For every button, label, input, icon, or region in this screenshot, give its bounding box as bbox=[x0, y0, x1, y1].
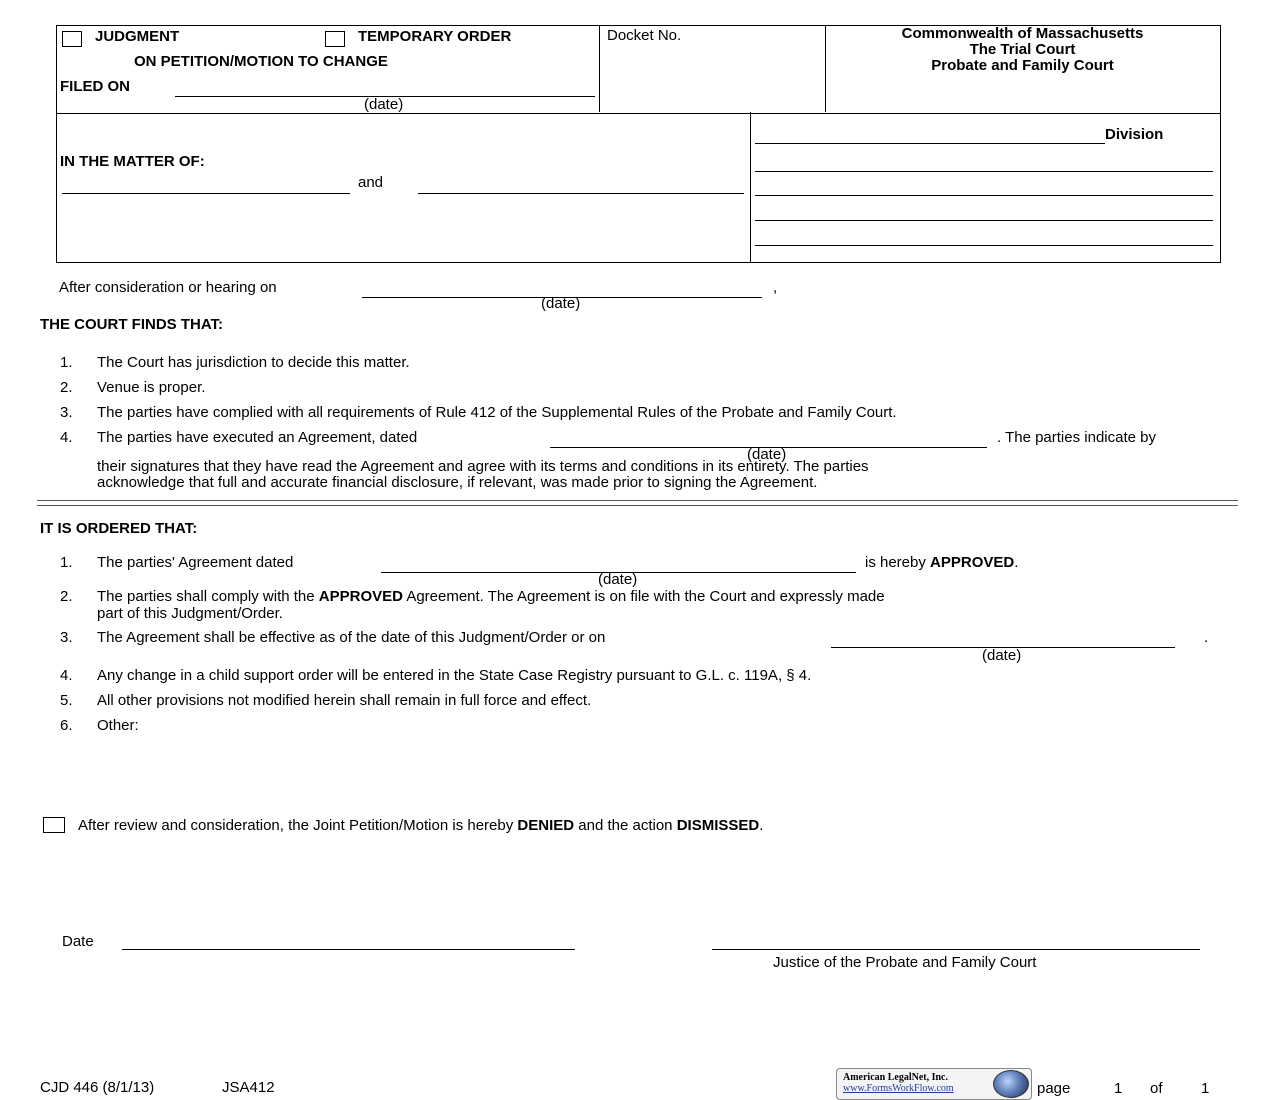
consideration-comma: , bbox=[773, 279, 778, 296]
denial-denied: DENIED bbox=[517, 817, 575, 834]
orders-heading: IT IS ORDERED THAT: bbox=[40, 520, 198, 537]
finding-1-text: The Court has jurisdiction to decide this matter. bbox=[97, 354, 410, 371]
matter-label: IN THE MATTER OF: bbox=[60, 153, 205, 170]
denial-pre: After review and consideration, the Joint Petition/Motion is hereby bbox=[78, 817, 514, 834]
order-6-number: 6. bbox=[60, 717, 73, 734]
order-1-number: 1. bbox=[60, 554, 73, 571]
order-2-number: 2. bbox=[60, 588, 73, 605]
order-3-text: The Agreement shall be effective as of the date of this Judgment/Order or on bbox=[97, 629, 606, 646]
filed-on-date-hint: (date) bbox=[364, 96, 404, 113]
order-1-tail bbox=[865, 554, 1018, 571]
logo-company-name: American LegalNet, Inc. bbox=[843, 1072, 948, 1083]
filed-on-label: FILED ON bbox=[60, 78, 130, 95]
order-3-number: 3. bbox=[60, 629, 73, 646]
order-5-number: 5. bbox=[60, 692, 73, 709]
order-3-end: . bbox=[1204, 629, 1209, 646]
finding-1-number: 1. bbox=[60, 354, 73, 371]
page-label: page bbox=[1037, 1080, 1071, 1097]
order-1-approved: APPROVED bbox=[930, 554, 1015, 571]
finding-4-line-2: their signatures that they have read the Agreement and agree with its terms and conditions in its entirety. The parties bbox=[97, 458, 869, 475]
finding-2-number: 2. bbox=[60, 379, 73, 396]
globe-icon bbox=[993, 1070, 1029, 1098]
date-label: Date bbox=[62, 933, 94, 950]
court-line-3: Probate and Family Court bbox=[931, 57, 1114, 74]
form-subtitle: ON PETITION/MOTION TO CHANGE bbox=[134, 53, 388, 70]
matter-divider bbox=[750, 112, 751, 262]
approved-agreement-date-hint: (date) bbox=[598, 571, 638, 588]
address-line-1 bbox=[755, 171, 1213, 172]
finding-4-tail: . The parties indicate by bbox=[997, 429, 1156, 446]
effective-date-input[interactable] bbox=[831, 631, 1175, 648]
filed-on-date-input[interactable] bbox=[175, 80, 595, 97]
hearing-date-hint: (date) bbox=[541, 295, 581, 312]
logo-url[interactable]: www.FormsWorkFlow.com bbox=[843, 1083, 954, 1094]
order-4-number: 4. bbox=[60, 667, 73, 684]
order-2-line-2: part of this Judgment/Order. bbox=[97, 605, 283, 622]
denial-text bbox=[78, 817, 763, 834]
finding-4-text: The parties have executed an Agreement, dated bbox=[97, 429, 418, 446]
address-line-2 bbox=[755, 195, 1213, 196]
finding-4-number: 4. bbox=[60, 429, 73, 446]
finding-4-line-3: acknowledge that full and accurate financial disclosure, if relevant, was made prior to signing the Agreement. bbox=[97, 474, 818, 491]
address-line-4 bbox=[755, 245, 1213, 246]
division-label: Division bbox=[1105, 126, 1164, 143]
denial-end: . bbox=[759, 817, 764, 834]
order-1-mid: is hereby bbox=[865, 554, 926, 571]
order-2-text bbox=[97, 588, 885, 605]
party-2-input[interactable] bbox=[418, 177, 744, 194]
finding-3-text: The parties have complied with all requirements of Rule 412 of the Supplemental Rules of the Probate and Family Court. bbox=[97, 404, 897, 421]
justice-signature-input[interactable] bbox=[712, 933, 1200, 950]
address-line-3 bbox=[755, 220, 1213, 221]
temporary-order-checkbox[interactable] bbox=[325, 31, 345, 47]
denied-checkbox[interactable] bbox=[43, 817, 65, 833]
page-number: 1 bbox=[1114, 1080, 1123, 1097]
order-1-end: . bbox=[1014, 554, 1019, 571]
court-line-1: Commonwealth of Massachusetts bbox=[901, 25, 1144, 42]
finding-3-number: 3. bbox=[60, 404, 73, 421]
temporary-order-label: TEMPORARY ORDER bbox=[358, 28, 512, 45]
form-code: JSA412 bbox=[222, 1079, 275, 1096]
page-total: 1 bbox=[1201, 1080, 1210, 1097]
findings-heading: THE COURT FINDS THAT: bbox=[40, 316, 224, 333]
denial-dismissed: DISMISSED bbox=[676, 817, 760, 834]
finding-2-text: Venue is proper. bbox=[97, 379, 206, 396]
order-2-post: Agreement. The Agreement is on file with the Court and expressly made bbox=[406, 588, 885, 605]
effective-date-hint: (date) bbox=[982, 647, 1022, 664]
justice-label: Justice of the Probate and Family Court bbox=[773, 954, 1037, 971]
american-legalnet-logo[interactable] bbox=[836, 1068, 1032, 1100]
order-2-pre: The parties shall comply with the bbox=[97, 588, 315, 605]
and-label: and bbox=[358, 174, 384, 191]
docket-label: Docket No. bbox=[607, 27, 682, 44]
form-id: CJD 446 (8/1/13) bbox=[40, 1079, 155, 1096]
docket-input[interactable] bbox=[607, 60, 817, 76]
signature-date-input[interactable] bbox=[122, 933, 575, 950]
court-name-block bbox=[826, 25, 1219, 74]
agreement-date-hint: (date) bbox=[747, 446, 787, 463]
court-line-2: The Trial Court bbox=[969, 41, 1076, 58]
section-divider bbox=[37, 500, 1238, 506]
judgment-checkbox[interactable] bbox=[62, 31, 82, 47]
order-4-text: Any change in a child support order will be entered in the State Case Registry pursuant to G.L. c. 119A, § 4. bbox=[97, 667, 812, 684]
consideration-text: After consideration or hearing on bbox=[59, 279, 277, 296]
order-1-text: The parties' Agreement dated bbox=[97, 554, 294, 571]
other-orders-input[interactable] bbox=[160, 716, 1204, 780]
order-5-text: All other provisions not modified herein shall remain in full force and effect. bbox=[97, 692, 592, 709]
of-label: of bbox=[1150, 1080, 1163, 1097]
division-input[interactable] bbox=[755, 127, 1105, 144]
header-divider-1 bbox=[599, 25, 600, 112]
order-2-approved: APPROVED bbox=[318, 588, 403, 605]
denial-mid: and the action bbox=[578, 817, 673, 834]
party-1-input[interactable] bbox=[62, 177, 350, 194]
order-6-text: Other: bbox=[97, 717, 139, 734]
judgment-label: JUDGMENT bbox=[95, 28, 180, 45]
